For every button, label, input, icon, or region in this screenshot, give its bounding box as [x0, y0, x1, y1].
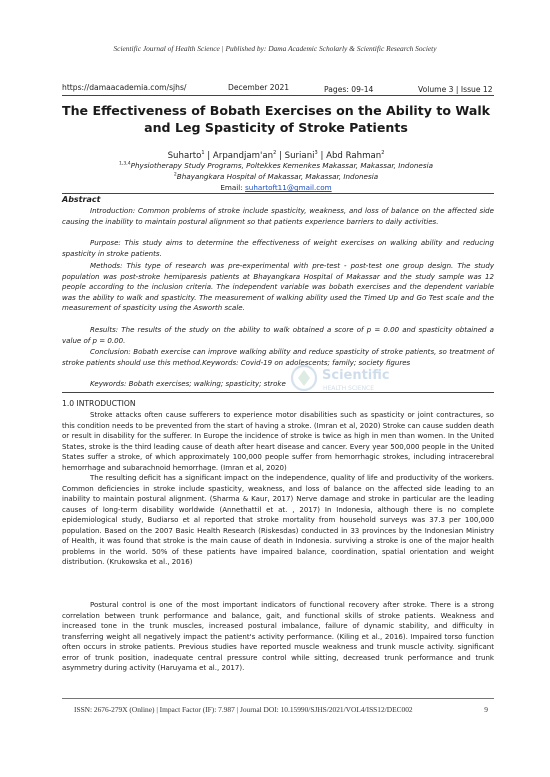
watermark-diamond: [298, 370, 310, 386]
author-superscript: 1: [201, 150, 205, 156]
abstract-methods: Methods: This type of research was pre-experimental with pre-test - post-test one group design. The study population was post-stroke hemiparesis patients at Bhayangkara Hospital of Makassar and the study sample was 12 people according to the inclusion criteria. The independent variable was bobath exercises and the dependent variable was the ability to walk and spasticity. The measurement of walking ability used the Timed Up and Go Test scale and the measurement of spasticity using the Asworth scale.: [62, 261, 494, 312]
abstract-results: Results: The results of the study on the ability to walk obtained a score of p = 0.00 and spasticity obtained a value of p = 0.00.: [62, 325, 494, 345]
author-superscript: 3: [314, 150, 318, 156]
affiliation-text: Physiotherapy Study Programs, Poltekkes Kemenkes Makassar, Makassar, Indonesia: [130, 161, 434, 170]
affiliation-text: Bhayangkara Hospital of Makassar, Makassar, Indonesia: [176, 172, 379, 181]
abstract-purpose: Purpose: This study aims to determine the effectiveness of weight exercises on walking ability and reducing spasticity in stroke patients.: [62, 238, 494, 258]
affiliation-superscript: 2: [173, 172, 177, 178]
journal-url[interactable]: https://damaacademia.com/sjhs/: [62, 83, 187, 92]
body-paragraph: Postural control is one of the most important indicators of functional recovery after stroke. There is a strong correlation between trunk performance and balance, gait, and functional skills of stroke patients. Weakness and increased tone in the trunk muscles, increased postural imbalance, failure of dynamic stability, and difficulty in transferring weight all negatively impact the patient's activity performance. (Kiling et al., 2016). Impaired torso function often occurs in stroke patients. Previous studies have reported muscle weakness and trunk muscle activity. significant error of trunk position, inadequate central pressure control while sitting, decreased trunk performance and trunk asymmetry during activity (Haruyama et al., 2017).: [62, 600, 494, 672]
affiliation-line: [60, 161, 492, 170]
footer-divider: [62, 698, 494, 699]
watermark-title: Scientific: [322, 368, 390, 383]
publication-meta-row: [62, 83, 492, 95]
meta-divider: [62, 95, 494, 96]
footer-issn: ISSN: 2676-279X (Online) | Impact Factor (IF): 7.987 | Journal DOI: 10.15990/SJHS/2021/VOL4/ISS12/DEC002: [74, 705, 413, 714]
watermark-subtitle: HEALTH SCIENCE: [323, 385, 375, 392]
author-name: Arpandjam'an: [212, 150, 274, 161]
author-list: Suharto$^1$ | $Arpandjam'an^2$ | Suriani$^3$ | Abd Rahman$^2$: [167, 150, 385, 161]
author-name: Suriani: [284, 150, 315, 161]
author-name: Abd Rahman: [326, 150, 382, 161]
author-name: Suharto: [167, 150, 202, 161]
journal-watermark-logo: [290, 358, 440, 398]
email-link[interactable]: suhartoft11@gmail.com: [245, 183, 332, 192]
abstract-heading: Abstract: [62, 195, 101, 204]
section-heading: 1.0 INTRODUCTION: [62, 399, 136, 408]
body-paragraph: The resulting deficit has a significant impact on the independence, quality of life and productivity of the workers. Common deficiencies in stroke include spasticity, weakness, and loss of balance on the affected side leading to an inability to maintain postural alignment. (Sharma & Kaur, 2017) Nerve damage and stroke in particular are the leading causes of long-term disability worldwide (Annethattil et at. , 2017) In Indonesia, although there is no complete epidemiological study, Budiarso et al reported that stroke mortality from household surveys was 37.3 per 100,000 population. Based on the 2007 Basic Health Research (Riskesdas) conducted in 33 provinces by the Indonesian Ministry of Health, it was found that stroke is the main cause of death in Indonesia. surviving a stroke is one of the major health problems in the world. 50% of these patients have impaired balance, coordination, spatial orientation and weight distribution. (Krukowska et al., 2016): [62, 473, 494, 566]
article-title: The Effectiveness of Bobath Exercises on the Ability to Walk and Leg Spasticity of Stroke Patients: [61, 103, 491, 135]
abstract-conclusion: Conclusion: Bobath exercise can improve walking ability and reduce spasticity of stroke patients, so treatment of stroke patients should use this method.Keywords: Covid-19 on adolescents; family; society figures: [62, 347, 494, 367]
running-head: Scientific Journal of Health Science | Published by: Dama Academic Scholarly & Scientific Research Society: [113, 44, 437, 53]
page-range: Pages: 09-14: [324, 85, 374, 94]
affiliation-superscript: 1,3,4: [118, 161, 131, 167]
abstract-introduction: Introduction: Common problems of stroke include spasticity, weakness, and loss of balance on the affected side causing the inability to maintain postural alignment so that patients experience barriers to daily activities.: [62, 206, 494, 226]
author-superscript: 2: [381, 150, 385, 156]
email-label: Email:: [220, 183, 243, 192]
volume-issue: Volume 3 | Issue 12: [418, 85, 493, 94]
author-superscript: 2: [273, 150, 277, 156]
body-paragraph: Stroke attacks often cause sufferers to experience motor disabilities such as spasticity or joint contractures, so this condition needs to be prevented from the start of having a stroke. (Imran et al, 2020) Stroke can cause sudden death or result in disability for the sufferer. In Europe the incidence of stroke is twice as high in men than women. In the United States, stroke is the third leading cause of death after heart disease and cancer. Every year 500,000 people in the United States suffer a stroke, of which approximately 100,000 people suffer from hemorrhagic strokes, including intracerebral hemorrhage and subarachnoid hemorrhage. (Imran et al, 2020): [62, 410, 494, 472]
page-number: 9: [484, 705, 488, 714]
issue-date: December 2021: [228, 83, 290, 92]
affiliation-line: [60, 172, 492, 181]
abstract-keywords: Keywords: Bobath exercises; walking; spasticity; stroke: [90, 379, 286, 388]
contact-email-line: [60, 183, 492, 192]
